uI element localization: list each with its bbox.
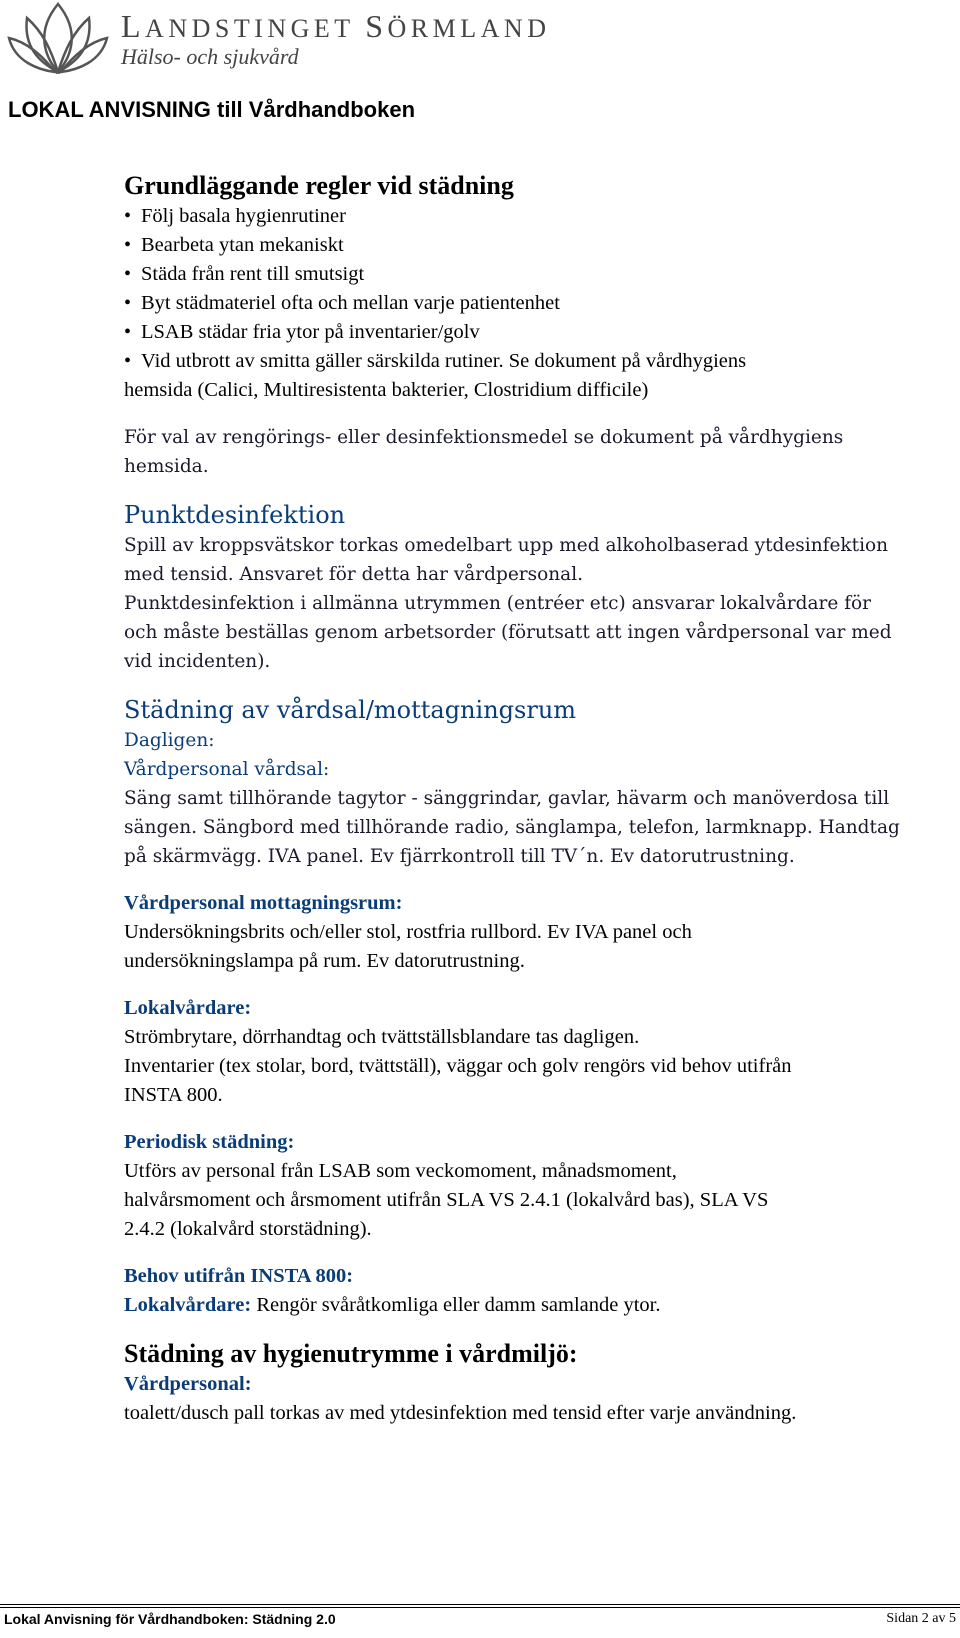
paragraph-line: INSTA 800. [124,1084,223,1106]
footer-page-number: Sidan 2 av 5 [886,1611,956,1626]
list-item: • Bearbeta ytan mekaniskt [124,231,950,260]
organization-name: LANDSTINGET SÖRMLAND [121,8,551,44]
paragraph-line: med tensid. Ansvaret för detta har vårdpersonal. [124,564,584,585]
paragraph-line: sängen. Sängbord med tillhörande radio, sänglampa, telefon, larmknapp. Handtag [124,817,900,838]
section-heading-hygiene-rooms: Städning av hygienutrymme i vårdmiljö: [124,1339,578,1368]
organization-subtitle: Hälso- och sjukvård [121,44,299,69]
paragraph-line: Säng samt tillhörande tagytor - sänggrindar, gavlar, hävarm och manöverdosa till [124,788,890,809]
paragraph-line: Utförs av personal från LSAB som veckomoment, månadsmoment, [124,1160,677,1182]
document-body [124,170,950,1428]
paragraph-line: Strömbrytare, dörrhandtag och tvättställsblandare tas dagligen. [124,1026,640,1048]
paragraph-line: undersökningslampa på rum. Ev datorutrustning. [124,950,525,972]
paragraph-line: Punktdesinfektion i allmänna utrymmen (entréer etc) ansvarar lokalvårdare för [124,593,872,614]
subheading-cleaner: Lokalvårdare: [124,997,252,1019]
list-item: • Städa från rent till smutsigt [124,260,950,289]
inline-text: Rengör svåråtkomliga eller damm samlande ytor. [251,1294,661,1316]
list-item-continuation: hemsida (Calici, Multiresistenta bakterier, Clostridium difficile) [124,379,649,401]
paragraph-line: toalett/dusch pall torkas av med ytdesinfektion med tensid efter varje användning. [124,1402,797,1424]
subheading-staff-room: Vårdpersonal mottagningsrum: [124,892,403,914]
section-heading-spot-disinfection: Punktdesinfektion [124,501,346,529]
subheading-staff-ward: Vårdpersonal vårdsal: [124,759,330,780]
list-item: • LSAB städar fria ytor på inventarier/golv [124,318,950,347]
paragraph-line: på skärmvägg. IVA panel. Ev fjärrkontroll till TV´n. Ev datorutrustning. [124,846,795,867]
subheading-insta: Behov utifrån INSTA 800: [124,1265,354,1287]
paragraph-line: Inventarier (tex stolar, bord, tvättställ), väggar och golv rengörs vid behov utifrån [124,1055,792,1077]
tulip-logo-icon [5,2,111,74]
paragraph-line: hemsida. [124,456,209,477]
footer-document-name: Lokal Anvisning för Vårdhandboken: Städning 2.0 [4,1611,336,1627]
paragraph-line: För val av rengörings- eller desinfektionsmedel se dokument på vårdhygiens [124,427,844,448]
paragraph-line: vid incidenten). [124,651,271,672]
paragraph-line: och måste beställas genom arbetsorder (förutsatt att ingen vårdpersonal var med [124,622,892,643]
paragraph-line [124,1291,950,1320]
paragraph-line: Spill av kroppsvätskor torkas omedelbart upp med alkoholbaserad ytdesinfektion [124,535,889,556]
list-item: • Vid utbrott av smitta gäller särskilda rutiner. Se dokument på vårdhygiens [124,347,950,376]
footer-divider [0,1607,960,1608]
list-item: • Följ basala hygienrutiner [124,202,950,231]
paragraph-line: halvårsmoment och årsmoment utifrån SLA VS 2.4.1 (lokalvård bas), SLA VS [124,1189,769,1211]
paragraph-line: 2.4.2 (lokalvård storstädning). [124,1218,372,1240]
document-title: LOKAL ANVISNING till Vårdhandboken [8,97,416,122]
basic-rules-list [124,202,950,376]
section-heading-ward-cleaning: Städning av vårdsal/mottagningsrum [124,696,577,724]
section-heading-basic-rules: Grundläggande regler vid städning [124,171,514,200]
paragraph-line: Undersökningsbrits och/eller stol, rostfria rullbord. Ev IVA panel och [124,921,692,943]
list-item: • Byt städmateriel ofta och mellan varje patientenhet [124,289,950,318]
subheading-daily: Dagligen: [124,730,215,751]
subheading-staff: Vårdpersonal: [124,1373,252,1395]
subheading-periodic: Periodisk städning: [124,1131,295,1153]
organization-header [121,8,551,69]
footer-divider [0,1604,960,1605]
inline-label-cleaner: Lokalvårdare: [124,1294,252,1316]
